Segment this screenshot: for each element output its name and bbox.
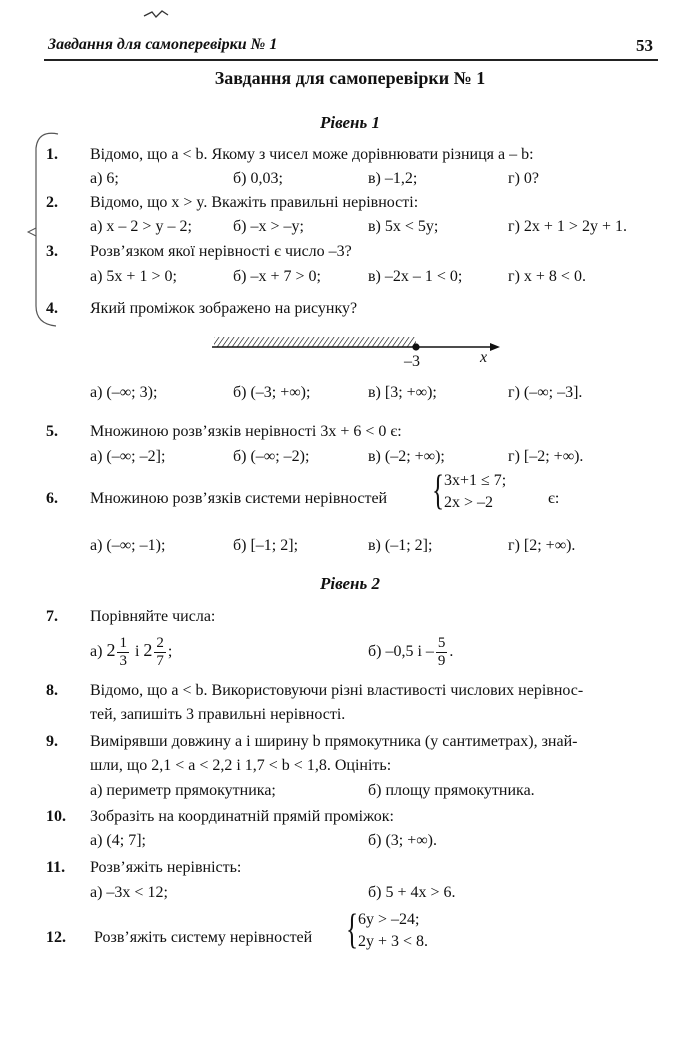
q11-option-b: б) 5 + 4x > 6.	[368, 884, 456, 901]
q7-b-pre: –0,5 і –	[385, 643, 434, 661]
question-8-line-2: тей, запишіть 3 правильні нерівності.	[90, 706, 346, 723]
system-brace: {	[346, 907, 359, 953]
system-brace: {	[432, 468, 445, 514]
q5-option-c: в) (–2; +∞);	[368, 448, 445, 465]
number-line-point-label: –3	[404, 353, 420, 370]
question-8-line-1: Відомо, що a < b. Використовуючи різні властивості числових нерівнос-	[90, 682, 584, 699]
question-number-4: 4.	[46, 300, 58, 317]
q12-system-line-1: 6y > –24;	[358, 911, 420, 928]
question-number-10: 10.	[46, 808, 66, 825]
q4-option-d: г) (–∞; –3].	[508, 384, 583, 401]
q5-option-b: б) (–∞; –2);	[233, 448, 310, 465]
q7-part-b	[368, 636, 453, 669]
q7-a-label: а)	[90, 643, 103, 661]
q1-option-a: а) 6;	[90, 170, 119, 187]
q7-b-fraction	[436, 636, 448, 669]
q6-tail: є:	[548, 490, 560, 507]
question-12-text: Розв’яжіть систему нерівностей	[94, 929, 313, 946]
running-header-title: Завдання для самоперевірки № 1	[48, 36, 278, 53]
q5-option-a: а) (–∞; –2];	[90, 448, 166, 465]
q10-option-b: б) (3; +∞).	[368, 832, 437, 849]
q4-option-b: б) (–3; +∞);	[233, 384, 311, 401]
q7-a-num-2: 2	[156, 635, 164, 651]
question-number-11: 11.	[46, 859, 66, 876]
q7-b-num: 5	[437, 635, 446, 651]
q7-a-fraction-2	[154, 636, 166, 669]
question-6-text: Множиною розв’язків системи нерівностей	[90, 490, 388, 507]
q7-a-den-1: 3	[119, 653, 127, 669]
question-number-1: 1.	[46, 146, 58, 163]
question-5-text: Множиною розв’язків нерівності 3x + 6 < 0 є:	[90, 423, 402, 440]
q10-option-a: а) (4; 7];	[90, 832, 146, 849]
question-10-text: Зобразіть на координатній прямій проміжок:	[90, 808, 394, 825]
q6-option-a: а) (–∞; –1);	[90, 537, 166, 554]
q2-option-c: в) 5x < 5y;	[368, 218, 439, 235]
question-1-text: Відомо, що a < b. Якому з чисел може дорівнювати різниця a – b:	[90, 146, 534, 163]
q3-option-b: б) –x + 7 > 0;	[233, 268, 321, 285]
level-heading-2: Рівень 2	[320, 574, 380, 593]
point-marker	[412, 343, 419, 350]
q7-a-and: і	[134, 643, 140, 661]
q11-option-a: а) –3x < 12;	[90, 884, 168, 901]
q6-option-c: в) (–1; 2];	[368, 537, 433, 554]
q7-a-den-2: 7	[156, 653, 164, 669]
page-number: 53	[636, 36, 653, 55]
q7-b-end: .	[449, 643, 454, 661]
question-9-line-2: шли, що 2,1 < a < 2,2 і 1,7 < b < 1,8. Оцініть:	[90, 757, 392, 774]
question-4-text: Який проміжок зображено на рисунку?	[90, 300, 358, 317]
question-7-text: Порівняйте числа:	[90, 608, 216, 625]
q1-option-b: б) 0,03;	[233, 170, 283, 187]
q7-a-whole-1: 2	[106, 640, 116, 661]
question-number-7: 7.	[46, 608, 58, 625]
q9-option-a: а) периметр прямокутника;	[90, 782, 276, 799]
q6-system-line-2: 2x > –2	[444, 494, 494, 511]
q3-option-a: а) 5x + 1 > 0;	[90, 268, 177, 285]
q6-option-b: б) [–1; 2];	[233, 537, 299, 554]
question-number-5: 5.	[46, 423, 58, 440]
question-number-12: 12.	[46, 929, 66, 946]
question-number-6: 6.	[46, 490, 58, 507]
q7-b-label: б)	[368, 643, 382, 661]
q1-option-d: г) 0?	[508, 170, 539, 187]
q12-system-line-2: 2y + 3 < 8.	[358, 933, 429, 950]
question-2-text: Відомо, що x > y. Вкажіть правильні нерівності:	[90, 194, 419, 211]
number-line-figure	[200, 328, 510, 374]
q2-option-b: б) –x > –y;	[233, 218, 304, 235]
number-line-axis-label: x	[480, 349, 488, 366]
q7-a-end: ;	[167, 643, 173, 661]
q4-option-c: в) [3; +∞);	[368, 384, 437, 401]
page-title: Завдання для самоперевірки № 1	[214, 68, 486, 88]
q9-option-b: б) площу прямокутника.	[368, 782, 535, 799]
q3-option-c: в) –2x – 1 < 0;	[368, 268, 463, 285]
q7-b-den: 9	[437, 653, 446, 669]
q6-option-d: г) [2; +∞).	[508, 537, 576, 554]
q2-option-a: а) x – 2 > y – 2;	[90, 218, 192, 235]
q4-option-a: а) (–∞; 3);	[90, 384, 158, 401]
question-3-text: Розв’язком якої нерівності є число –3?	[90, 243, 352, 260]
header-rule	[44, 59, 658, 61]
q1-option-c: в) –1,2;	[368, 170, 418, 187]
question-11-text: Розв’яжіть нерівність:	[90, 859, 242, 876]
question-number-9: 9.	[46, 733, 58, 750]
question-number-2: 2.	[46, 194, 58, 211]
question-9-line-1: Вимірявши довжину a і ширину b прямокутника (у сантиметрах), знай-	[90, 733, 578, 750]
q7-a-fraction-1	[117, 636, 129, 669]
q7-a-whole-2: 2	[143, 640, 153, 661]
scribble-mark	[142, 8, 172, 22]
q6-system-line-1: 3x+1 ≤ 7;	[444, 472, 507, 489]
q7-a-num-1: 1	[119, 635, 127, 651]
level-heading-1: Рівень 1	[320, 113, 380, 132]
question-number-3: 3.	[46, 243, 58, 260]
hatched-region	[214, 337, 416, 347]
axis-arrow	[490, 343, 500, 351]
q2-option-d: г) 2x + 1 > 2y + 1.	[508, 218, 627, 235]
q7-part-a	[90, 636, 172, 669]
q5-option-d: г) [–2; +∞).	[508, 448, 584, 465]
q3-option-d: г) x + 8 < 0.	[508, 268, 586, 285]
question-number-8: 8.	[46, 682, 58, 699]
